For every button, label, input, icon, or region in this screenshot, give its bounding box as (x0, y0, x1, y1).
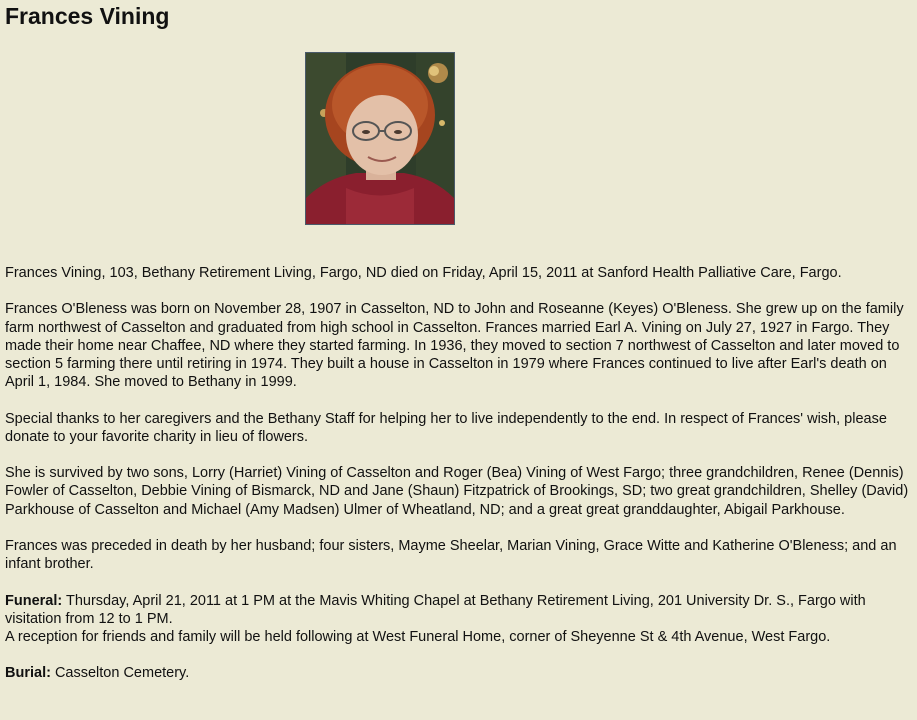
burial-label: Burial: (5, 665, 51, 682)
funeral-section (5, 592, 915, 647)
obituary-paragraph-thanks: Special thanks to her caregivers and the Bethany Staff for helping her to live independently to the end. In respect of Frances' wish, please donate to your favorite charity in lieu of flowers. (5, 410, 887, 445)
burial-section (5, 664, 915, 682)
obituary-paragraph-preceded: Frances was preceded in death by her husband; four sisters, Mayme Sheelar, Marian Vining, Grace Witte and Katherine O'Bleness; and an infant brother. (5, 537, 897, 573)
funeral-details: Thursday, April 21, 2011 at 1 PM at the Mavis Whiting Chapel at Bethany Retirement Living, 201 University Dr. S., Fargo with visitation from 12 to 1 PM. (5, 592, 866, 627)
portrait-photo (305, 52, 455, 225)
obituary-paragraph-life: Frances O'Bleness was born on November 28, 1907 in Casselton, ND to John and Roseanne (Keyes) O'Bleness. She grew up on the family farm northwest of Casselton and graduated from high school in Casselton. Frances married Earl A. Vining on July 27, 1927 in Fargo. They made their home near Chaffee, ND where they started farming. In 1936, they moved to section 7 northwest of Casselton and later moved to section 5 farming there until retiring in 1974. They built a house in Casselton in 1979 where Frances continued to live after Earl's death on April 1, 1984. She moved to Bethany in 1999. (5, 301, 904, 391)
burial-details: Casselton Cemetery. (50, 665, 190, 682)
page-title: Frances Vining (5, 3, 170, 29)
portrait-image (306, 53, 454, 224)
obituary-paragraph-death: Frances Vining, 103, Bethany Retirement Living, Fargo, ND died on Friday, April 15, 2011 at Sanford Health Palliative Care, Fargo. (5, 265, 842, 281)
obituary-paragraph-survivors: She is survived by two sons, Lorry (Harriet) Vining of Casselton and Roger (Bea) Vining of West Fargo; three grandchildren, Renee (Dennis) Fowler of Casselton, Debbie Vining of Bismarck, ND and Jane (Shaun) Fitzpatrick of Brookings, SD; two great grandchildren, Shelley (David) Parkhouse of Casselton and Michael (Amy Madsen) Ulmer of Wheatland, ND; and a great great granddaughter, Abigail Parkhouse. (5, 465, 909, 518)
funeral-label: Funeral: (5, 592, 63, 609)
obituary-body (5, 264, 915, 701)
reception-details: A reception for friends and family will be held following at West Funeral Home, corner of Sheyenne St & 4th Avenue, West Fargo. (5, 628, 831, 645)
